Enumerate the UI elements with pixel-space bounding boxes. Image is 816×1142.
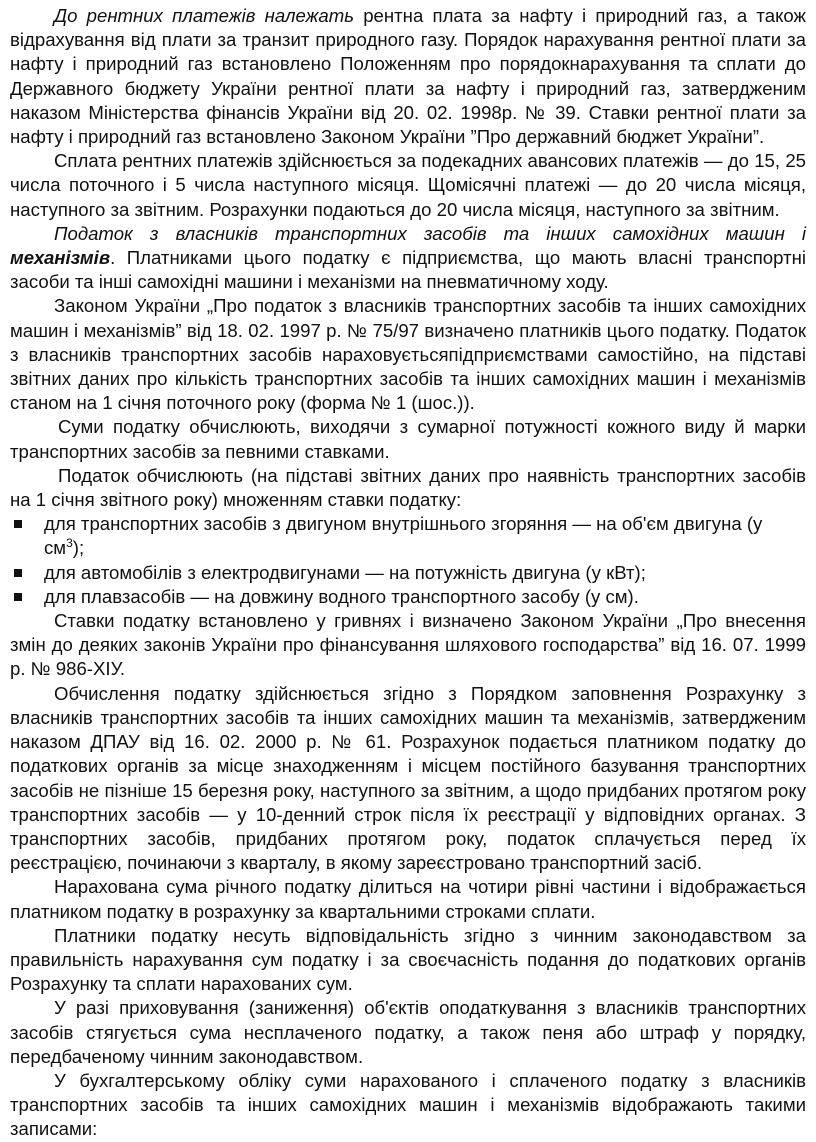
bullet-electric-text: для автомобілів з електродвигунами — на потужність двигуна (у кВт); [44, 561, 646, 583]
paragraph-accounting-records: У бухгалтерському обліку суми нарахованого і сплаченого податку з власників транспортних засобів та інших самохідних машин і механізмів відображають такими записами: [10, 1069, 806, 1140]
vehicle-tax-lead-italic: Податок з власників транспортних засобів та інших самохідних машин і [54, 222, 806, 244]
rent-payments-lead: До рентних платежів належать [54, 5, 355, 26]
list-item [10, 512, 806, 560]
paragraph-tax-rates: Ставки податку встановлено у гривнях і визначено Законом України „Про внесення змін до деяких законів України про фінансування шляхового господарства” від 16. 07. 1999 р. № 986-XIУ. [10, 610, 806, 680]
paragraph-rent-schedule: Сплата рентних платежів здійснюється за подекадних авансових платежів — до 15, 25 числа поточного і 5 числа наступного місяця. Щомісячні платежі — до 20 числа місяця, наступного за звітним. Розрахунки подаються до 20 числа місяця, наступного за звітним. [10, 150, 806, 220]
bullet-combustion-sup: 3 [66, 536, 73, 551]
vehicle-tax-lead-bold: механізмів [10, 247, 111, 269]
paragraph-vehicle-tax-heading [10, 222, 806, 295]
paragraph-rent-payments [10, 4, 806, 149]
bullet-combustion-text: для транспортних засобів з двигуном внутрішнього згоряння — на об'єм двигуна (у см [44, 513, 763, 559]
list-item [10, 585, 806, 609]
paragraph-tax-calculation: Податок обчислюють (на підставі звітних даних про наявність транспортних засобів на 1 січня звітного року) множенням ставки податку: [10, 464, 806, 511]
bullet-watercraft-text: для плавзасобів — на довжину водного транспортного засобу (у см). [44, 585, 639, 607]
paragraph-vehicle-tax-law: Законом України „Про податок з власників транспортних засобів та інших самохідних машин і механізмів” від 18. 02. 1997 р. № 75/97 визначено платників цього податку. Податок з власників транспортних засобів нараховуєтьсяпідприємствами самостійно, на підставі звітних даних про кількість транспортних засобів та інших самохідних машин і механізмів станом на 1 січня поточного року (форма № 1 (шос.)). [10, 295, 806, 414]
list-item [10, 561, 806, 585]
paragraph-calculation-procedure: Обчислення податку здійснюється згідно з Порядком заповнення Розрахунку з власників транспортних засобів та інших самохідних машин та механізмів, затвердженим наказом ДПАУ від 16. 02. 2000 р. № 61. Розрахунок подається платником податку до податкових органів за місце знаходженням і місцем постійного базування транспортних засобів не пізніше 15 березня року, наступного за звітним, а щодо придбаних протягом року транспортних засобів — у 10-денний строк після їх реєстрації у відповідних органах. З транспортних засобів, придбаних протягом року, податок сплачується перед їх реєстрацією, починаючи з кварталу, в якому зареєстровано транспортний засіб. [10, 682, 806, 874]
paragraph-quarterly-split: Нарахована сума річного податку ділиться на чотири рівні частини і відображається платником податку в розрахунку за квартальними строками сплати. [10, 876, 806, 922]
rent-payments-text: рентна плата за нафту і природний газ, а також відрахування від плати за транзит природного газу. Порядок нарахування рентної плати за нафту і природний газ встановлено Положенням про порядокнарахування та сплати до Державного бюджету України рентної плати за нафту і природний газ, затвердженим наказом Міністерства фінансів України від 20. 02. 1998р. № 39. Ставки рентної плати за нафту і природний газ встановлено Законом України ”Про державний бюджет України”. [10, 5, 806, 148]
paragraph-tax-sums: Суми податку обчислюють, виходячи з сумарної потужності кожного виду й марки транспортних засобів за певними ставками. [10, 416, 806, 462]
paragraph-responsibility: Платники податку несуть відповідальність згідно з чинним законодавством за правильність нарахування сум податку і за своєчасність подання до податкових органів Розрахунку та сплати нарахованих сум. [10, 924, 806, 995]
tax-base-list [10, 512, 806, 609]
square-bullet-icon [14, 593, 22, 601]
bullet-combustion-tail: ); [72, 537, 85, 559]
square-bullet-icon [14, 569, 22, 577]
vehicle-tax-text: . Платниками цього податку є підприємства, що мають власні транспортні засоби та інші самохідні машини і механізми на пневматичному ходу. [10, 247, 806, 293]
square-bullet-icon [14, 520, 22, 528]
paragraph-concealment: У разі приховування (заниження) об'єктів оподаткування з власників транспортних засобів стягується сума несплаченого податку, а також пеня або штраф у порядку, передбаченому чинним законодавством. [10, 997, 806, 1067]
